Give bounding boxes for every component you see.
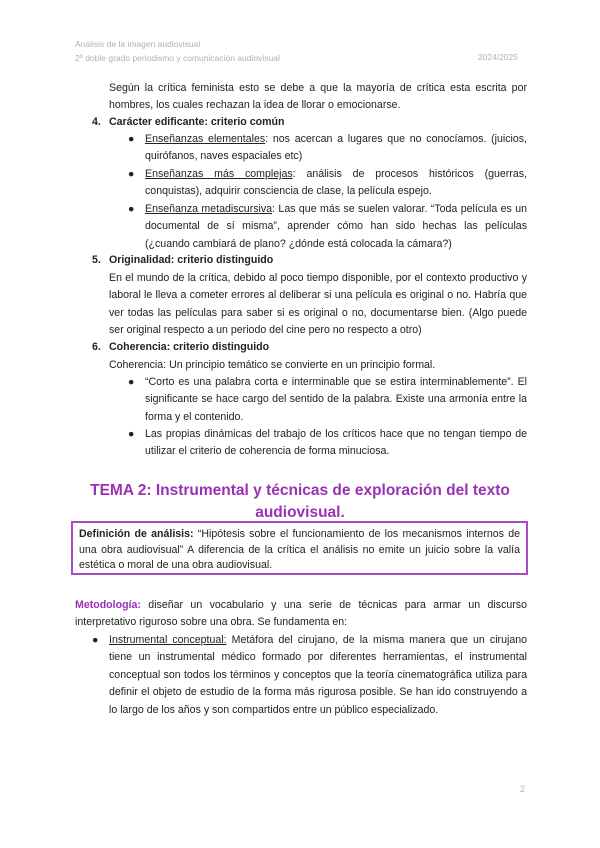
bullet-term: Enseñanza metadiscursiva bbox=[145, 203, 273, 215]
item-6-bullet-2: Las propias dinámicas del trabajo de los críticos hace que no tengan tiempo de utilizar el criterio de coherencia de forma minuciosa. bbox=[145, 428, 527, 458]
bullet-dot: ● bbox=[128, 203, 135, 215]
bullet-dot: ● bbox=[92, 634, 99, 646]
item-5-title: Originalidad: criterio distinguido bbox=[109, 254, 274, 266]
header-degree: 2º doble grado periodismo y comunicación audiovisual bbox=[75, 53, 280, 63]
intro-paragraph: Según la crítica feminista esto se debe a que la mayoría de crítica esta escrita por hombres, los cuales rechazan la idea de llorar o emocionarse. bbox=[109, 82, 527, 112]
bullet-dot: ● bbox=[128, 428, 135, 440]
bullet-dot: ● bbox=[128, 168, 135, 180]
bullet-text: : análisis de procesos históricos (guerras, conquistas), adquirir consciencia de clase, la película espejo. bbox=[145, 168, 527, 198]
item-6-title: Coherencia: criterio distinguido bbox=[109, 341, 270, 353]
header-year: 2024/2025 bbox=[477, 52, 518, 62]
item-4-bullet-1 bbox=[145, 131, 527, 166]
bullet-text: : Las que más se suelen valorar. “Toda película es un documental de sí misma”, aprender cómo han sido hechas las películas (¿cuando cambiará de plano? ¿dónde está colocada la cámara?) bbox=[145, 203, 527, 250]
methodology-paragraph bbox=[75, 597, 527, 632]
item-6-paragraph: Coherencia: Un principio temático se convierte en un principio formal. bbox=[109, 359, 436, 371]
item-4-bullet-2 bbox=[145, 166, 527, 201]
item-4-title: Carácter edificante: criterio común bbox=[109, 116, 285, 128]
methodology-text: diseñar un vocabulario y una serie de técnicas para armar un discurso interpretativo riguroso sobre una obra. Se fundamenta en: bbox=[75, 599, 527, 629]
bullet-dot: ● bbox=[128, 133, 135, 145]
section-title: TEMA 2: Instrumental y técnicas de exploración del texto audiovisual. bbox=[90, 482, 510, 521]
item-5-number: 5. bbox=[92, 254, 101, 266]
page-number: 2 bbox=[519, 784, 525, 794]
bullet-text: : nos acercan a lugares que no conocíamos. (juicios, quirófanos, naves espaciales etc) bbox=[145, 133, 527, 163]
item-5-paragraph: En el mundo de la crítica, debido al poco tiempo disponible, por el contexto productivo y laboral le lleva a cometer errores al deliberar si una película es original o no. Habría que ver todas las películas para saber si es original o no, documentarse bien. (Algo puede ser original respecto a un periodo del cine pero no respecto a otro) bbox=[109, 272, 527, 337]
methodology-bullet bbox=[109, 632, 527, 719]
definition-label: Definición de análisis: bbox=[79, 528, 194, 540]
item-4-number: 4. bbox=[92, 116, 101, 128]
item-6-number: 6. bbox=[92, 341, 101, 353]
bullet-dot: ● bbox=[128, 376, 135, 388]
definition-box bbox=[71, 521, 528, 575]
bullet-term: Enseñanzas más complejas bbox=[145, 168, 293, 180]
item-6-bullet-1: “Corto es una palabra corta e interminable que se estira interminablemente”. El significante se hace cargo del sentido de la palabra. Existe una armonía entre la forma y el contenido. bbox=[145, 376, 527, 423]
header-course-title: Análisis de la imagen audiovisual bbox=[75, 39, 201, 49]
item-4-bullet-3 bbox=[145, 201, 527, 253]
bullet-term: Instrumental conceptual: bbox=[109, 634, 227, 646]
bullet-term: Enseñanzas elementales bbox=[145, 133, 266, 145]
methodology-label: Metodología: bbox=[75, 599, 141, 611]
definition-text: “Hipótesis sobre el funcionamiento de los mecanismos internos de una obra audiovisual” A diferencia de la crítica el análisis no emite un juicio sobre la valía estética o moral de una obra audiovisual. bbox=[79, 528, 520, 571]
bullet-text: Metáfora del cirujano, de la misma manera que un cirujano tiene un instrumental médico formado por diferentes herramientas, el instrumental conceptual son todos los términos y conceptos que la teoría cinematográfica utiliza para definir el objeto de estudio de la forma más rigurosa posible. Se han ido construyendo a lo largo de los años y son compartidos entre un público especializado. bbox=[109, 634, 527, 716]
